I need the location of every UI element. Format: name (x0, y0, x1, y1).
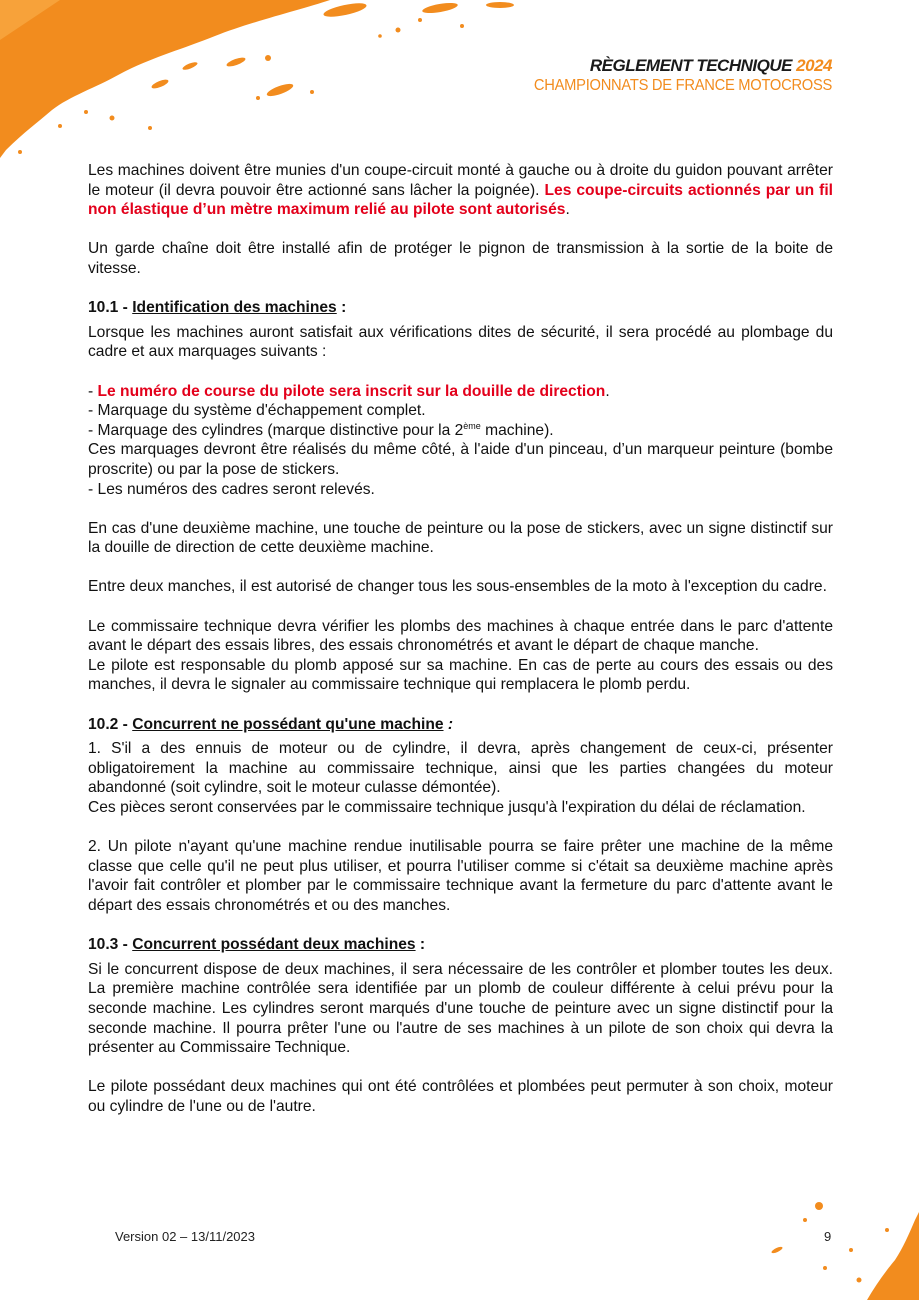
section-colon: : (415, 936, 426, 954)
paragraph: 1. S'il a des ennuis de moteur ou de cylindre, il devra, après changement de ceux-ci, présenter obligatoirement la machine au commissaire technique, ainsi que les parties changées du moteur abandonné (soit cylindre, soit le moteur culasse démontée). (88, 740, 833, 797)
superscript: ème (463, 420, 481, 431)
section-title: Concurrent ne possédant qu'une machine (132, 715, 444, 733)
section-heading-10-3 (88, 935, 833, 955)
footer-version: Version 02 – 13/11/2023 (115, 1229, 255, 1244)
paragraph: 2. Un pilote n'ayant qu'une machine rendue inutilisable pourra se faire prêter une machine de la même classe que celle qu'il ne peut plus utiliser, et pourra l'utiliser comme si c'était sa deuxième machine après l'avoir fait contrôler et plomber par le commissaire technique avant la fermeture du parc d'attente avant le départ des essais chronométrés et ou des manches. (88, 838, 833, 914)
section-heading-10-1 (88, 298, 833, 318)
paragraph: Ces pièces seront conservées par le commissaire technique jusqu'à l'expiration du délai de réclamation. (88, 799, 806, 816)
paragraph: Le pilote possédant deux machines qui ont été contrôlées et plombées peut permuter à son choix, moteur ou cylindre de l'une ou de l'autre. (88, 1078, 833, 1115)
list-item (88, 382, 833, 402)
list-item-end: . (605, 382, 610, 400)
list-item-text: - Marquage des cylindres (marque distinctive pour la 2 (88, 421, 464, 439)
paragraph: Lorsque les machines auront satisfait aux vérifications dites de sécurité, il sera procédé au plombage du cadre et aux marquages suivants : (88, 323, 833, 361)
page-number: 9 (824, 1229, 832, 1244)
list-item-red-text: Le numéro de course du pilote sera inscrit sur la douille de direction (97, 382, 606, 400)
section-heading-10-2 (88, 715, 833, 735)
kill-switch-red-text: Les coupe-circuits actionnés par un fil non élastique d’un mètre maximum relié au pilote sont autorisés (88, 181, 833, 219)
kill-switch-text: Les machines doivent être munies d'un coupe-circuit monté à gauche ou à droite du guidon pouvant arrêter le moteur (il devra pouvoir être actionné sans lâcher la poignée). (88, 162, 833, 199)
list-dash: - (88, 382, 98, 400)
section-number: 10.3 - (88, 936, 133, 954)
section-colon: : (443, 715, 454, 733)
header-title (508, 56, 832, 76)
paragraph: En cas d'une deuxième machine, une touche de peinture ou la pose de stickers, avec un signe distinctif sur la douille de direction de cette deuxième machine. (88, 519, 833, 557)
paragraph: Le pilote est responsable du plomb apposé sur sa machine. En cas de perte au cours des essais ou des manches, il devra le signaler au commissaire technique qui remplacera le plomb perdu. (88, 656, 833, 694)
paragraph-kill-switch (88, 161, 833, 220)
section-colon: : (336, 299, 347, 317)
list-item-text: machine). (480, 421, 554, 439)
paint-splash-top-left (0, 0, 530, 170)
document-body (88, 161, 833, 1117)
list-item: - Les numéros des cadres seront relevés. (88, 480, 375, 498)
paint-splash-bottom-right (759, 1190, 919, 1300)
header-subtitle: CHAMPIONNATS DE FRANCE MOTOCROSS (533, 77, 832, 94)
header-year: 2024 (796, 56, 832, 75)
list-item (88, 421, 833, 441)
document-header (508, 56, 832, 96)
paragraph: Ces marquages devront être réalisés du même côté, à l'aide d'un pinceau, d’un marqueur peinture (bombe proscrite) ou par la pose de stickers. (88, 441, 833, 478)
kill-switch-end: . (565, 201, 570, 219)
paragraph-chain-guard: Un garde chaîne doit être installé afin de protéger le pignon de transmission à la sortie de la boite de vitesse. (88, 240, 833, 277)
section-title: Concurrent possédant deux machines (132, 936, 416, 954)
paragraph: Entre deux manches, il est autorisé de changer tous les sous-ensembles de la moto à l'exception du cadre. (88, 578, 827, 596)
section-number: 10.1 - (88, 299, 133, 317)
paragraph: Si le concurrent dispose de deux machines, il sera nécessaire de les contrôler et plomber toutes les deux. La première machine contrôlée sera identifiée par un plomb de couleur différente à celui prévu pour la seconde machine. Les cylindres seront marqués d'une touche de peinture avec un signe distinctif pour la seconde machine. Il pourra prêter l'une ou l'autre de ses machines à un pilote de son choix qui devra la présenter au Commissaire Technique. (88, 960, 833, 1057)
section-title: Identification des machines (132, 299, 337, 317)
section-number: 10.2 - (88, 715, 133, 733)
header-title-text: RÈGLEMENT TECHNIQUE (589, 56, 792, 75)
paragraph: Le commissaire technique devra vérifier les plombs des machines à chaque entrée dans le parc d'attente avant le départ des essais libres, des essais chronométrés et avant le départ de chaque manche. (88, 617, 833, 655)
list-item: - Marquage du système d'échappement complet. (88, 402, 426, 420)
